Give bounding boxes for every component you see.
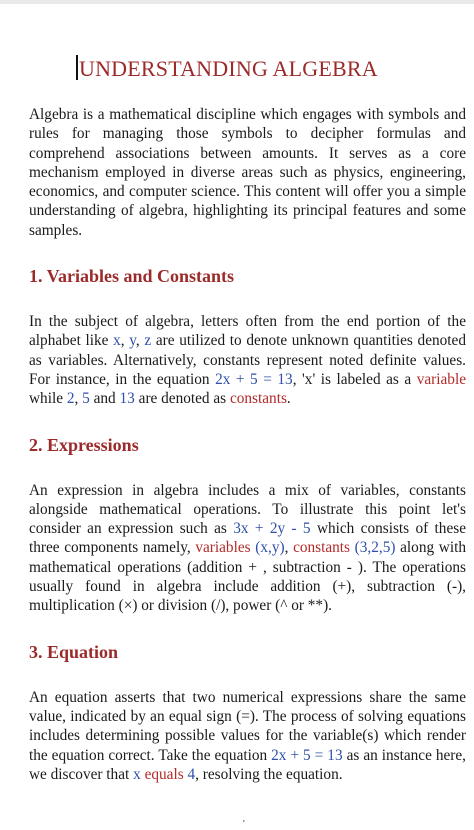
intro-paragraph: Algebra is a mathematical discipline which engages with symbols and rules for managing those symbols to decipher formulas and comprehend associations between amounts. It serves as a core mechanism employed in diverse areas such as physics, engineering, economics, and computer science. This content will offer you a simple understanding of algebra, highlighting its principal features and some samples. — [29, 106, 466, 239]
term-variables: variables — [195, 539, 251, 557]
section-heading-equation: 3. Equation — [29, 641, 119, 662]
text-run: An expression in algebra includes a mix of variables, constants alongside mathematical operations. To illustrate this point let's consider an expression such as — [29, 481, 466, 538]
text-run: , — [284, 539, 294, 557]
footer-mark: ' — [243, 819, 245, 830]
term-equation: 2x + 5 = 13 — [215, 370, 293, 388]
page-title-text: UNDERSTANDING ALGEBRA — [79, 56, 378, 81]
text-run: , — [120, 332, 130, 350]
text-run: . — [286, 390, 291, 408]
text-cursor — [76, 55, 78, 80]
term-5: 5 — [82, 390, 90, 408]
term-x: x — [113, 332, 121, 350]
text-run: , — [135, 332, 145, 350]
term-2: 2 — [66, 390, 75, 408]
text-run: and — [89, 390, 120, 408]
section-heading-variables-constants: 1. Variables and Constants — [29, 266, 235, 287]
text-run: , resolving the equation. — [195, 765, 343, 783]
text-run: are utilized to denote unknown quantities denoted as variables. Alternatively, constants represent noted definite values. For instance, in the equation — [29, 332, 466, 388]
term-constants: constants — [229, 390, 287, 408]
section-heading-expressions: 2. Expressions — [29, 434, 139, 455]
section-paragraph-variables-constants — [29, 312, 466, 408]
top-border — [0, 0, 474, 4]
section-paragraph-expressions — [29, 481, 466, 616]
term-vars-list: (x,y) — [255, 539, 285, 557]
text-run: which consists of these three components namely, — [29, 520, 466, 557]
text-run: as an instance here, we discover that — [29, 746, 466, 783]
section-paragraph-equation — [29, 688, 466, 784]
term-equals: equals — [144, 765, 184, 783]
term-constants: constants — [293, 539, 350, 557]
document-page — [29, 55, 466, 784]
page-title — [76, 55, 466, 81]
text-run: An equation asserts that two numerical expressions share the same value, indicated by an equal sign (=). The process of solving equations includes determining possible values for the variable(s) which render the equation correct. Take the equation — [29, 688, 466, 764]
term-13: 13 — [119, 390, 135, 408]
text-run: while — [29, 390, 67, 408]
text-run: , — [74, 390, 83, 408]
term-x: x — [133, 765, 141, 783]
term-expression: 3x + 2y - 5 — [233, 520, 311, 538]
term-4: 4 — [187, 765, 196, 783]
text-run: In the subject of algebra, letters often from the end portion of the alphabet like — [29, 313, 466, 350]
text-run: along with mathematical operations (addition + , subtraction - ). The operations usually found in algebra include addition (+), subtraction (-), multiplication (×) or division (/), power (^ or **). — [29, 539, 466, 615]
text-run: , 'x' is labeled as a — [292, 370, 417, 388]
term-z: z — [144, 332, 152, 350]
term-variable: variable — [416, 370, 466, 388]
text-run: are denoted as — [134, 390, 230, 408]
term-y: y — [129, 332, 136, 350]
term-equation: 2x + 5 = 13 — [271, 746, 343, 764]
term-consts-list: (3,2,5) — [354, 539, 396, 557]
